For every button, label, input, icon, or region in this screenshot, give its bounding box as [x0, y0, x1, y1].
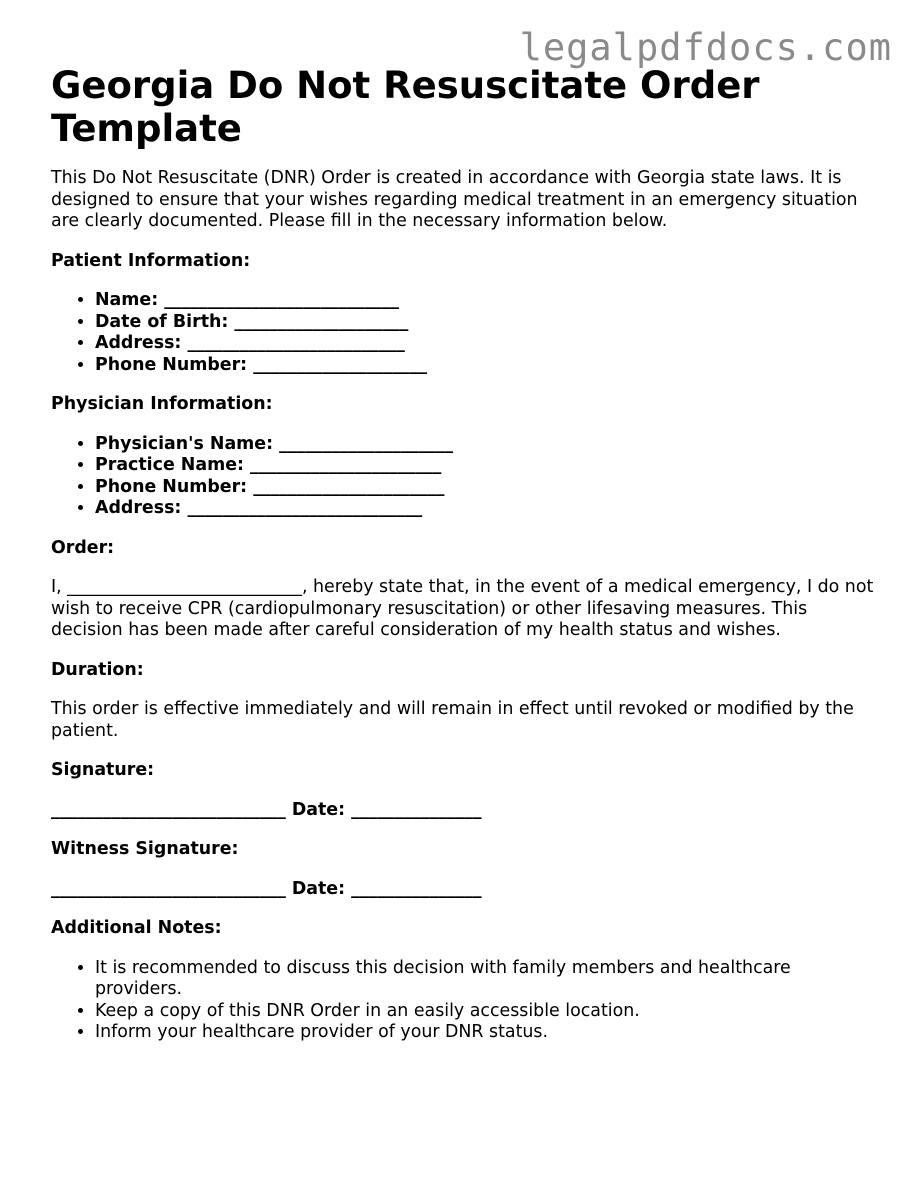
watermark: legalpdfdocs.com: [519, 26, 892, 69]
patient-info-list: [51, 290, 881, 376]
note-item: • Keep a copy of this DNR Order in an easily accessible location.: [95, 1001, 881, 1023]
duration-heading: Duration:: [51, 659, 144, 680]
patient-address-field: • Address: _________________________: [95, 333, 881, 355]
note-item: • Inform your healthcare provider of your DNR status.: [95, 1022, 881, 1044]
additional-notes-list: [51, 958, 881, 1044]
document-page: [51, 64, 881, 1044]
physician-info-heading: Physician Information:: [51, 394, 273, 414]
order-text: I, ___________________________, hereby state that, in the event of a medical emergency, I do not wish to receive CPR (cardiopulmonary resuscitation) or other lifesaving measures. This decision has been made after careful consideration of my health status and wishes.: [51, 577, 874, 640]
patient-dob-field: • Date of Birth: ____________________: [95, 312, 881, 334]
patient-phone-field: • Phone Number: ____________________: [95, 355, 881, 377]
signature-line: ___________________________ Date: _______________: [51, 799, 482, 820]
order-heading: Order:: [51, 537, 115, 558]
intro-paragraph: This Do Not Resuscitate (DNR) Order is created in accordance with Georgia state laws. It is designed to ensure that your wishes regarding medical treatment in an emergency situation are clearly documented. Please fill in the necessary information below.: [51, 168, 858, 231]
witness-signature-line: ___________________________ Date: _______________: [51, 878, 482, 899]
document-title: Georgia Do Not Resuscitate Order Template: [51, 64, 760, 150]
physician-phone-field: • Phone Number: ______________________: [95, 477, 881, 499]
patient-info-heading: Patient Information:: [51, 250, 251, 271]
physician-name-field: • Physician's Name: ____________________: [95, 434, 881, 456]
patient-name-field: • Name: ___________________________: [95, 290, 881, 312]
additional-notes-heading: Additional Notes:: [51, 918, 222, 938]
witness-heading: Witness Signature:: [51, 839, 239, 859]
practice-name-field: • Practice Name: ______________________: [95, 455, 881, 477]
note-item: • It is recommended to discuss this decision with family members and healthcare providers.: [95, 958, 881, 1001]
physician-address-field: • Address: ___________________________: [95, 498, 881, 520]
signature-heading: Signature:: [51, 760, 155, 780]
duration-text: This order is effective immediately and will remain in effect until revoked or modified by the patient.: [51, 699, 854, 741]
physician-info-list: [51, 434, 881, 520]
